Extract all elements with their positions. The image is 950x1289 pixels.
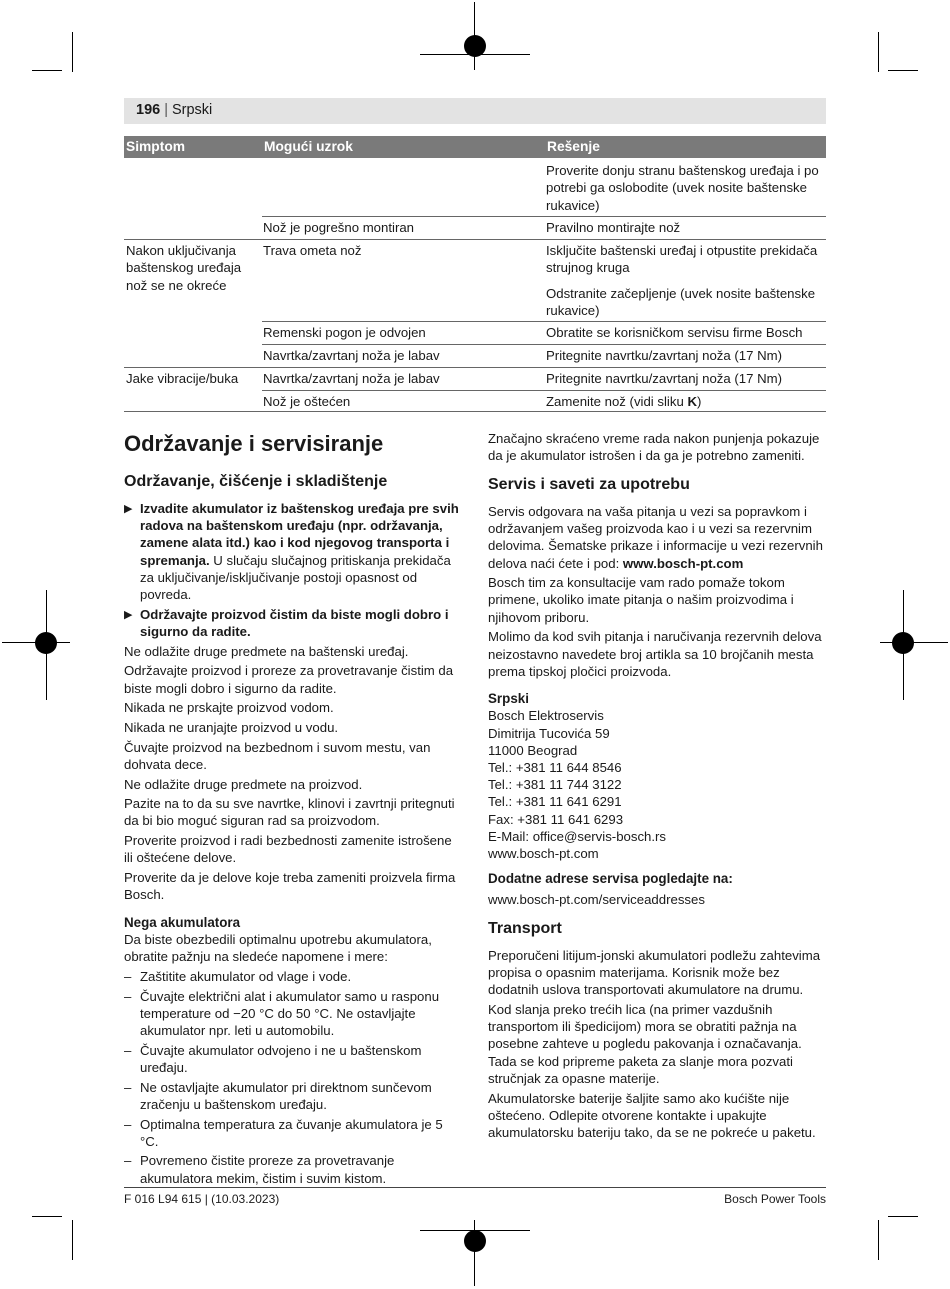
warning-text: U slučaju slučajnog pritiskanja prekidača za uključivanje/isključivanje postoji opasnost od povreda. (140, 552, 451, 603)
row-divider (262, 216, 826, 217)
table-cell: Jake vibracije/buka (126, 371, 239, 386)
section-title: Održavanje i servisiranje (124, 431, 384, 456)
table-cell: Trava ometa nož (263, 243, 362, 258)
table-cell: Isključite baštenski uređaj i otpustite prekidača strujnog kruga (546, 243, 818, 276)
page-footer (124, 1191, 826, 1208)
header-separator: | (164, 102, 168, 119)
arrow-bullet-icon: ▶ (124, 503, 133, 515)
warning-item (124, 500, 464, 603)
registration-line (880, 642, 948, 643)
table-cell: Pritegnite navrtku/zavrtanj noža (17 Nm) (546, 371, 783, 386)
table-cell (546, 393, 820, 410)
warning-bold-text: Izvadite akumulator iz baštenskog uređaja pre svih radova na baštenskom uređaju (npr. održavanja, zamene alata itd.) kao i kod njegovog transporta i spremanja. (140, 501, 459, 568)
list-item: – Optimalna temperatura za čuvanje akumulatora je 5 °C. (124, 1116, 443, 1149)
document-number: F 016 L94 615 | (10.03.2023) (124, 1192, 280, 1206)
paragraph: Nikada ne uranjajte proizvod u vodu. (124, 719, 339, 735)
row-divider (124, 367, 826, 368)
list-item: – Povremeno čistite proreze za provetravanje akumulatora mekim, čistim i suvim kistom. (124, 1153, 395, 1186)
brand-name: Bosch Power Tools (724, 1192, 826, 1206)
paragraph: Servis odgovara na vaša pitanja u vezi sa popravkom i održavanjem vašeg proizvoda kao i u vezi sa rezervnim delovima. Šematske prikaze i informacije u vezi rezervnih delova naći ćete i pod: www.bosch-pt.com (488, 503, 823, 571)
crop-mark (32, 70, 62, 71)
battery-heading: Nega akumulatora (124, 914, 241, 930)
address-line: Tel.: +381 11 644 8546 (488, 760, 622, 776)
table-cell: Odstranite začepljenje (uvek nosite baštenske rukavice) (546, 286, 816, 319)
address-line: www.bosch-pt.com (488, 846, 599, 862)
warning-item (124, 606, 464, 640)
transport-heading: Transport (488, 919, 562, 937)
solution-text: Zamenite nož (vidi sliku (546, 394, 688, 409)
list-item: – Čuvajte električni alat i akumulator samo u rasponu temperature od −20 °C do 50 °C. Ne ostavljajte akumulator npr. leti u automobilu. (124, 988, 440, 1038)
battery-intro: Da biste obezbedili optimalnu upotrebu akumulatora, obratite pažnju na sledeće napomene i mere: (124, 931, 432, 965)
paragraph: Ne odlažite druge predmete na proizvod. (124, 776, 363, 792)
paragraph: Preporučeni litijum-jonski akumulatori podležu zahtevima propisa o opasnim materijama. Korisnik može bez dodatnih uslova transportovati akumulatore na drumu. (488, 947, 821, 998)
table-header (124, 136, 826, 158)
solution-text-end: ) (696, 394, 702, 409)
paragraph: Proverite proizvod i radi bezbednosti zamenite istrošene ili oštećene delove. (124, 833, 452, 866)
table-cell: Pritegnite navrtku/zavrtanj noža (17 Nm) (546, 348, 783, 363)
list-item: – Ne ostavljajte akumulator pri direktnom sunčevom zračenju u baštenskom uređaju. (124, 1079, 432, 1112)
paragraph: Kod slanja preko trećih lica (na primer vazdušnih transportom ili špedicijom) mora se obratiti pažnja na posebne zahteve u pogledu pakovanja i označavanja. Tada se kod pripreme paketa za slanje mora pozvati stručnjak za opasne materije. (488, 1002, 802, 1086)
paragraph: Akumulatorske baterije šaljite samo ako kućište nije oštećeno. Odlepite otvorene kontakte i upakujte akumulatorsku bateriju tako, da se ne pokreće u paketu. (488, 1090, 816, 1140)
list-item: – Zaštitite akumulator od vlage i vode. (124, 968, 352, 984)
address-line: 11000 Beograd (488, 742, 578, 758)
page-header (124, 98, 826, 124)
address-line: Tel.: +381 11 744 3122 (488, 777, 622, 793)
row-divider (124, 411, 826, 412)
left-column (124, 430, 464, 1189)
paragraph: Značajno skraćeno vreme rada nakon punjenja pokazuje da je akumulator istrošen i da ga je potrebno zameniti. (488, 431, 820, 464)
registration-mark (464, 35, 486, 57)
footer-rule (124, 1187, 826, 1188)
page-number: 196 (136, 102, 161, 119)
table-cell: Nož je pogrešno montiran (263, 220, 415, 235)
arrow-bullet-icon: ▶ (124, 608, 133, 621)
row-divider (124, 239, 826, 240)
crop-mark (32, 1216, 62, 1217)
address-line: Fax: +381 11 641 6293 (488, 811, 624, 827)
table-cell: Proverite donju stranu baštenskog uređaja i po potrebi ga oslobodite (uvek nosite baštenske rukavice) (546, 163, 819, 213)
registration-mark (464, 1230, 486, 1252)
row-divider (262, 321, 826, 322)
section-subtitle: Održavanje, čišćenje i skladištenje (124, 473, 388, 490)
service-heading: Servis i saveti za upotrebu (488, 475, 690, 493)
table-cell: Remenski pogon je odvojen (263, 325, 426, 340)
table-cell: Navrtka/zavrtanj noža je labav (263, 371, 440, 386)
address-line: Bosch Elektroservis (488, 708, 604, 724)
right-column (488, 430, 828, 1144)
crop-mark (72, 1220, 73, 1260)
row-divider (262, 344, 826, 345)
paragraph: Održavajte proizvod i proreze za provetravanje čistim da biste mogli dobro i sigurno da radite. (124, 663, 454, 696)
table-cell: Nož je oštećen (263, 394, 351, 409)
table-cell: Navrtka/zavrtanj noža je labav (263, 348, 440, 363)
crop-mark (878, 1220, 879, 1260)
header-language: Srpski (171, 102, 213, 119)
list-item: – Čuvajte akumulator odvojeno i ne u baštenskom uređaju. (124, 1042, 422, 1075)
table-cell: Nakon uključivanja baštenskog uređaja nož se ne okreće (126, 243, 242, 293)
paragraph: Molimo da kod svih pitanja i naručivanja rezervnih delova neizostavno navedete broj artikla sa 10 brojčanih mesta prema tipskoj pločici proizvoda. (488, 629, 822, 679)
figure-reference: K (687, 394, 697, 409)
service-addresses-link[interactable]: www.bosch-pt.com/serviceaddresses (488, 892, 705, 908)
crop-mark (878, 32, 879, 72)
column-header-symptom: Simptom (126, 139, 186, 155)
paragraph: Pazite na to da su sve navrtke, klinovi i zavrtnji pritegnuti da bi bio moguć siguran rad sa proizvodom. (124, 796, 455, 829)
country-heading: Srpski (488, 691, 529, 707)
column-header-cause: Mogući uzrok (264, 139, 353, 155)
crop-mark (888, 70, 918, 71)
paragraph: Nikada ne prskajte proizvod vodom. (124, 700, 334, 716)
address-line: E-Mail: office@servis-bosch.rs (488, 828, 667, 844)
address-line: Dimitrija Tucovića 59 (488, 725, 610, 741)
column-header-solution: Rešenje (547, 139, 600, 155)
troubleshooting-table (124, 136, 826, 158)
crop-mark (72, 32, 73, 72)
registration-mark (35, 632, 57, 654)
table-cell: Obratite se korisničkom servisu firme Bosch (546, 325, 803, 340)
paragraph: Proverite da je delove koje treba zameniti proizvela firma Bosch. (124, 870, 456, 903)
row-divider (262, 390, 826, 391)
paragraph: Ne odlažite druge predmete na baštenski uređaj. (124, 643, 409, 659)
warning-bold-text: Održavajte proizvod čistim da biste mogli dobro i sigurno da radite. (140, 606, 449, 639)
table-cell: Pravilno montirajte nož (546, 220, 681, 235)
more-addresses-heading: Dodatne adrese servisa pogledajte na: (488, 871, 733, 887)
paragraph: Bosch tim za konsultacije vam rado pomaže tokom primene, ukoliko imate pitanja o našim proizvodima i njihovom priboru. (488, 575, 794, 625)
address-line: Tel.: +381 11 641 6291 (488, 794, 622, 810)
registration-mark (892, 632, 914, 654)
bosch-link[interactable]: www.bosch-pt.com (622, 555, 744, 571)
crop-mark (888, 1216, 918, 1217)
paragraph: Čuvajte proizvod na bezbednom i suvom mestu, van dohvata dece. (124, 739, 431, 772)
